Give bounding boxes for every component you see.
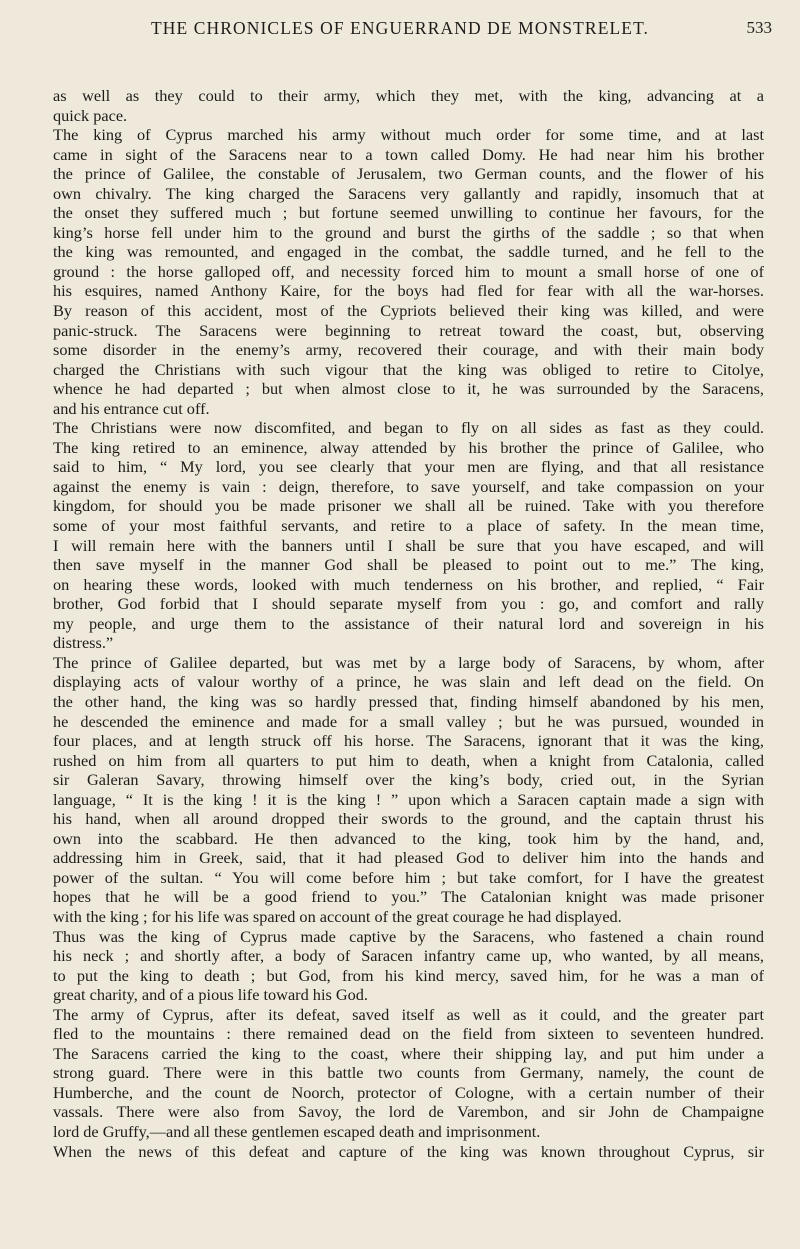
- text-line: to put the king to death ; but God, from his kind mercy, saved him, for he was a man of: [53, 965, 764, 985]
- text-line: power of the sultan. “ You will come before him ; but take comfort, for I have the greatest: [53, 867, 764, 887]
- text-line: four places, and at length struck off his horse. The Saracens, ignorant that it was the king,: [53, 731, 764, 751]
- page-number: 533: [746, 18, 772, 37]
- running-title: THE CHRONICLES OF ENGUERRAND DE MONSTRELET.: [150, 18, 650, 38]
- text-line: kingdom, for should you be made prisoner we shall all be ruined. Take with you therefore: [53, 496, 764, 516]
- text-line: quick pace.: [53, 105, 128, 125]
- text-line: and his entrance cut off.: [53, 398, 210, 418]
- text-line: king’s horse fell under him to the ground and burst the girths of the saddle ; so that when: [53, 222, 764, 242]
- text-line: The king of Cyprus marched his army without much order for some time, and at last: [53, 125, 764, 145]
- text-line: as well as they could to their army, which they met, with the king, advancing at a: [53, 86, 764, 105]
- text-line: fled to the mountains : there remained dead on the field from sixteen to seventeen hundred.: [53, 1024, 764, 1044]
- text-line: The army of Cyprus, after its defeat, saved itself as well as it could, and the greater part: [53, 1004, 764, 1024]
- text-line: addressing him in Greek, said, that it had pleased God to deliver him into the hands and: [53, 848, 764, 868]
- text-line: the onset they suffered much ; but fortune seemed unwilling to continue her favours, for the: [53, 203, 764, 223]
- text-line: distress.”: [53, 633, 114, 653]
- text-line: Humberche, and the count de Noorch, protector of Cologne, with a certain number of their: [53, 1082, 764, 1102]
- text-line: my people, and urge them to the assistance of their natural lord and sovereign in his: [53, 613, 764, 633]
- text-line: hopes that he will be a good friend to you.” The Catalonian knight was made prisoner: [53, 887, 764, 907]
- text-line: ground : the horse galloped off, and necessity forced him to mount a small horse of one of: [53, 261, 764, 281]
- text-line: displaying acts of valour worthy of a prince, he was slain and left dead on the field. On: [53, 672, 764, 692]
- text-line: the other hand, the king was so hardly pressed that, finding himself abandoned by his men,: [53, 691, 764, 711]
- text-line: When the news of this defeat and capture of the king was known throughout Cyprus, sir: [53, 1141, 764, 1161]
- text-line: The king retired to an eminence, alway attended by his brother the prince of Galilee, who: [53, 437, 764, 457]
- text-line: strong guard. There were in this battle two counts from Germany, namely, the count de: [53, 1063, 764, 1083]
- text-line: his esquires, named Anthony Kaire, for the boys had fled for fear with all the war-horses.: [53, 281, 764, 301]
- text-line: The prince of Galilee departed, but was met by a large body of Saracens, by whom, after: [53, 652, 764, 672]
- text-line: own chivalry. The king charged the Saracens very gallantly and rapidly, insomuch that at: [53, 183, 764, 203]
- body-text: [53, 86, 764, 1161]
- text-line: then save myself in the manner God shall be pleased to point out to me.” The king,: [53, 555, 764, 575]
- text-line: Thus was the king of Cyprus made captive by the Saracens, who fastened a chain round: [53, 926, 764, 946]
- text-line: great charity, and of a pious life toward his God.: [53, 985, 368, 1005]
- text-line: said to him, “ My lord, you see clearly that your men are flying, and that all resistance: [53, 457, 764, 477]
- text-line: panic-struck. The Saracens were beginning to retreat toward the coast, but, observing: [53, 320, 764, 340]
- text-line: The Christians were now discomfited, and began to fly on all sides as fast as they could.: [53, 418, 764, 438]
- text-line: on hearing these words, looked with much tenderness on his brother, and replied, “ Fair: [53, 574, 764, 594]
- text-line: By reason of this accident, most of the Cypriots believed their king was killed, and were: [53, 301, 764, 321]
- running-head: [0, 18, 800, 42]
- text-line: I will remain here with the banners until I shall be sure that you have escaped, and will: [53, 535, 764, 555]
- text-line: his hand, when all around dropped their swords to the ground, and the captain thrust his: [53, 809, 764, 829]
- text-line: lord de Gruffy,—and all these gentlemen escaped death and imprisonment.: [53, 1121, 541, 1141]
- text-line: whence he had departed ; but when almost close to it, he was surrounded by the Saracens,: [53, 379, 764, 399]
- text-line: own into the scabbard. He then advanced to the king, took him by the hand, and,: [53, 828, 764, 848]
- text-line: The Saracens carried the king to the coast, where their shipping lay, and put him under a: [53, 1043, 764, 1063]
- text-line: charged the Christians with such vigour that the king was obliged to retire to Citolye,: [53, 359, 764, 379]
- text-line: with the king ; for his life was spared on account of the great courage he had displayed.: [53, 906, 622, 926]
- text-line: against the enemy is vain : deign, therefore, to save yourself, and take compassion on your: [53, 476, 764, 496]
- text-line: brother, God forbid that I should separate myself from you : go, and comfort and rally: [53, 594, 764, 614]
- text-line: rushed on him from all quarters to put him to death, when a knight from Catalonia, called: [53, 750, 764, 770]
- text-line: came in sight of the Saracens near to a town called Domy. He had near him his brother: [53, 144, 764, 164]
- text-line: the king was remounted, and engaged in the combat, the saddle turned, and he fell to the: [53, 242, 764, 262]
- text-line: he descended the eminence and made for a small valley ; but he was pursued, wounded in: [53, 711, 764, 731]
- text-line: some of your most faithful servants, and retire to a place of safety. In the mean time,: [53, 516, 764, 536]
- text-line: some disorder in the enemy’s army, recovered their courage, and with their main body: [53, 340, 764, 360]
- text-line: vassals. There were also from Savoy, the lord de Varembon, and sir John de Champaigne: [53, 1102, 764, 1122]
- text-line: his neck ; and shortly after, a body of Saracen infantry came up, who wanted, by all means,: [53, 946, 764, 966]
- text-line: the prince of Galilee, the constable of Jerusalem, two German counts, and the flower of his: [53, 164, 764, 184]
- text-line: language, “ It is the king ! it is the king ! ” upon which a Saracen captain made a sign with: [53, 789, 764, 809]
- text-line: sir Galeran Savary, throwing himself over the king’s body, cried out, in the Syrian: [53, 770, 764, 790]
